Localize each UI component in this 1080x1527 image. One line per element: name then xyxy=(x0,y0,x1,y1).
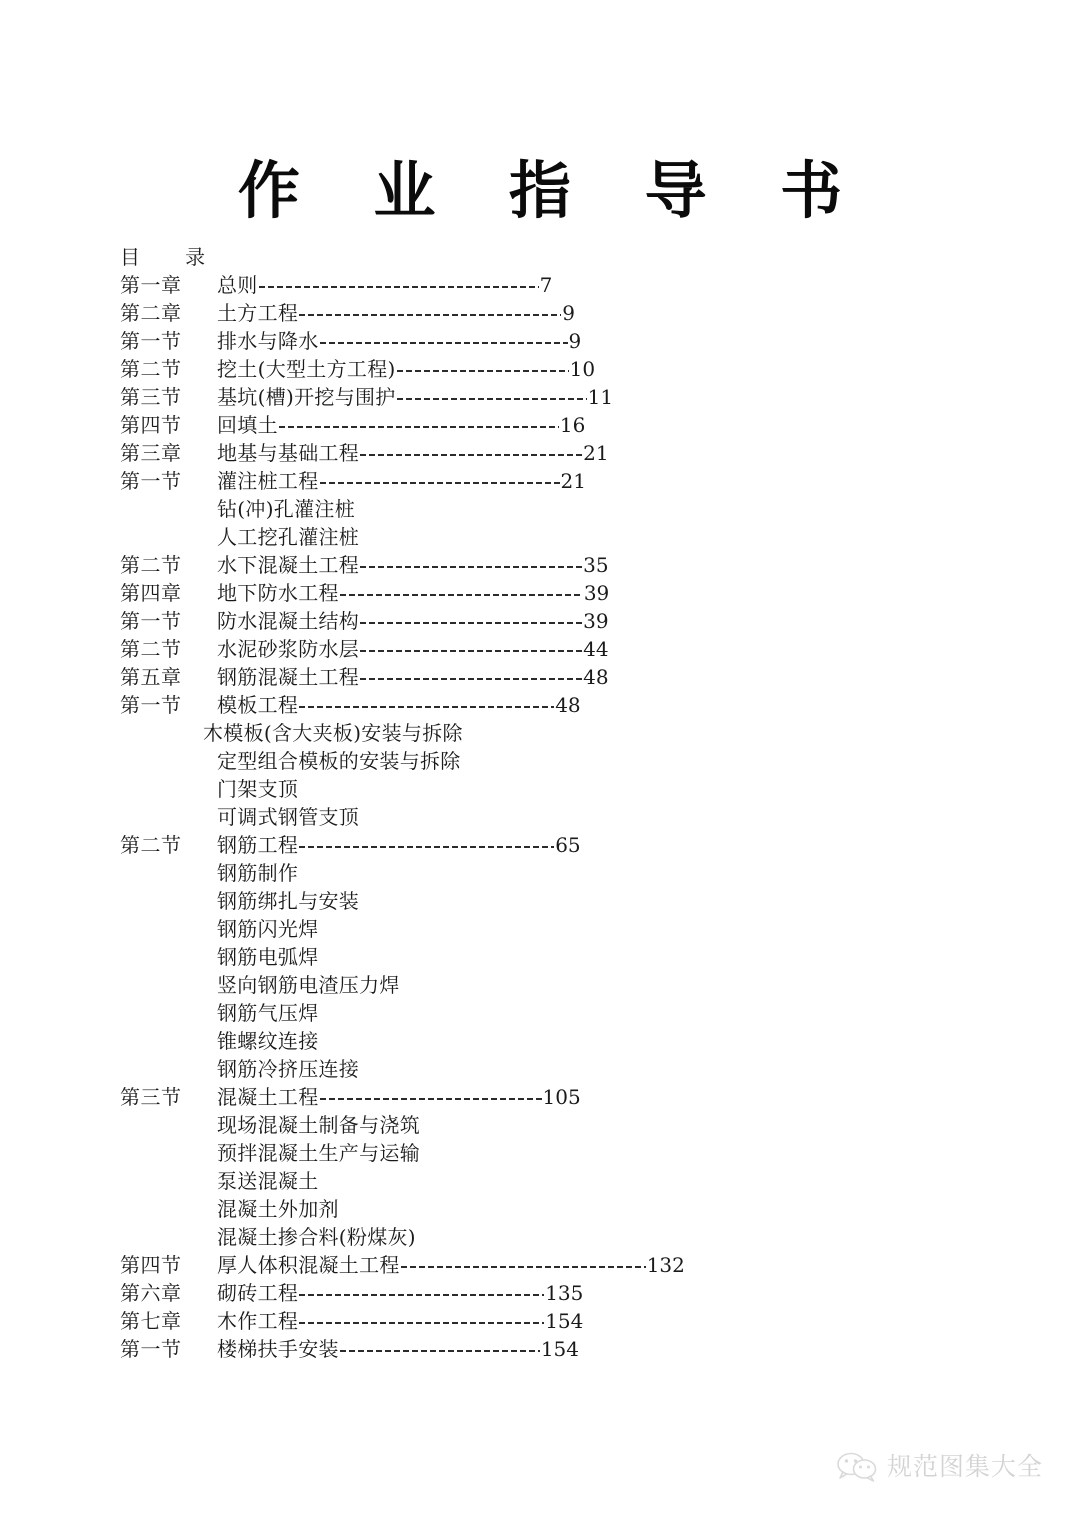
toc-entry-title: 竖向钢筋电渣压力焊 xyxy=(217,973,400,997)
toc-leader-dots xyxy=(360,664,582,684)
toc-entry[interactable] xyxy=(120,1335,960,1363)
toc-entry[interactable] xyxy=(120,719,960,747)
toc-entry[interactable] xyxy=(120,1307,960,1335)
toc-entry[interactable] xyxy=(120,1055,960,1083)
toc-entry-body xyxy=(217,467,586,495)
toc-entry-label: 第四章 xyxy=(120,581,182,605)
page-title: 作 业 指 导 书 xyxy=(237,154,869,227)
toc-entry-body xyxy=(217,1335,579,1363)
toc-entry-list xyxy=(120,271,960,1363)
toc-entry-page-number: 132 xyxy=(646,1253,685,1277)
toc-leader-dots xyxy=(360,636,582,656)
toc-entry[interactable] xyxy=(120,747,960,775)
toc-entry[interactable] xyxy=(120,1251,960,1279)
toc-entry-label: 第三章 xyxy=(120,441,182,465)
toc-entry[interactable] xyxy=(120,579,960,607)
toc-leader-dots xyxy=(320,468,560,488)
toc-entry[interactable] xyxy=(120,831,960,859)
toc-heading: 目 录 xyxy=(120,245,207,269)
toc-entry-label: 第一节 xyxy=(120,609,182,633)
toc-entry-body xyxy=(217,663,609,691)
toc-entry-body xyxy=(217,1139,420,1167)
toc-entry-title: 木作工程 xyxy=(217,1309,299,1333)
toc-entry[interactable] xyxy=(120,775,960,803)
toc-entry-title: 钢筋制作 xyxy=(217,861,299,885)
toc-entry-page-number: 21 xyxy=(583,441,609,465)
toc-leader-dots xyxy=(401,1252,646,1272)
toc-entry-title: 砌砖工程 xyxy=(217,1281,299,1305)
toc-entry-page-number: 21 xyxy=(560,469,586,493)
toc-entry-body xyxy=(217,327,581,355)
toc-entry-body xyxy=(217,887,359,915)
toc-leader-dots xyxy=(320,1084,542,1104)
toc-leader-dots xyxy=(340,1336,540,1356)
toc-entry[interactable] xyxy=(120,411,960,439)
toc-entry-body xyxy=(217,775,298,803)
toc-entry[interactable] xyxy=(120,1195,960,1223)
toc-leader-dots xyxy=(397,384,587,404)
toc-leader-dots xyxy=(299,832,554,852)
toc-entry-label: 第五章 xyxy=(120,665,182,689)
toc-entry-body xyxy=(217,1167,319,1195)
toc-entry-body xyxy=(217,299,575,327)
toc-entry-page-number: 9 xyxy=(562,301,575,325)
toc-entry-page-number: 9 xyxy=(568,329,582,353)
toc-leader-dots xyxy=(397,356,569,376)
toc-entry-body xyxy=(217,579,609,607)
toc-entry[interactable] xyxy=(120,943,960,971)
toc-entry-body xyxy=(217,1027,319,1055)
toc-entry-title: 混凝土掺合料(粉煤灰) xyxy=(217,1225,416,1249)
toc-entry-title: 水下混凝土工程 xyxy=(217,553,360,577)
toc-entry-title: 混凝土工程 xyxy=(217,1085,319,1109)
toc-entry-body xyxy=(217,607,609,635)
toc-entry-label: 第一节 xyxy=(120,693,182,717)
toc-entry-body xyxy=(217,411,585,439)
toc-entry-body xyxy=(217,831,581,859)
toc-entry-title: 锥螺纹连接 xyxy=(217,1029,319,1053)
toc-entry[interactable] xyxy=(120,439,960,467)
table-of-contents xyxy=(120,243,960,1363)
toc-entry-body xyxy=(217,271,552,299)
toc-leader-dots xyxy=(320,328,568,348)
toc-entry-page-number: 11 xyxy=(587,385,614,409)
toc-entry-body xyxy=(217,915,319,943)
toc-entry-body xyxy=(217,1111,420,1139)
toc-entry[interactable] xyxy=(120,467,960,495)
toc-entry-body xyxy=(217,999,319,1027)
toc-entry[interactable] xyxy=(120,1279,960,1307)
toc-entry[interactable] xyxy=(120,1223,960,1251)
toc-entry-body xyxy=(217,383,613,411)
toc-entry-page-number: 35 xyxy=(583,553,609,577)
toc-leader-dots xyxy=(340,580,583,600)
toc-leader-dots xyxy=(360,552,582,572)
toc-entry-title: 排水与降水 xyxy=(217,329,319,353)
toc-entry[interactable] xyxy=(120,1027,960,1055)
toc-entry-title: 泵送混凝土 xyxy=(217,1169,319,1193)
toc-entry[interactable] xyxy=(120,663,960,691)
toc-entry-page-number: 65 xyxy=(555,833,581,857)
toc-leader-dots xyxy=(299,1308,544,1328)
toc-entry-body xyxy=(217,803,359,831)
watermark-label: 规范图集大全 xyxy=(887,1452,1044,1481)
toc-entry-page-number: 10 xyxy=(569,357,596,381)
toc-entry-title: 钢筋冷挤压连接 xyxy=(217,1057,360,1081)
toc-entry[interactable] xyxy=(120,1111,960,1139)
toc-entry-title: 现场混凝土制备与浇筑 xyxy=(217,1113,420,1137)
toc-entry-body xyxy=(217,523,359,551)
toc-entry-title: 回填土 xyxy=(217,413,278,437)
toc-entry-body xyxy=(217,943,319,971)
toc-entry-label: 第二节 xyxy=(120,357,182,381)
toc-entry-title: 地基与基础工程 xyxy=(217,441,360,465)
toc-entry[interactable] xyxy=(120,971,960,999)
toc-entry-body xyxy=(217,355,595,383)
toc-entry-title: 钢筋混凝土工程 xyxy=(217,665,360,689)
toc-entry-label: 第一章 xyxy=(120,273,182,297)
toc-entry-title: 门架支顶 xyxy=(217,777,299,801)
toc-entry-page-number: 105 xyxy=(542,1085,581,1109)
toc-entry-title: 钢筋绑扎与安装 xyxy=(217,889,360,913)
toc-entry-title: 厚人体积混凝土工程 xyxy=(217,1253,400,1277)
toc-entry-label: 第二节 xyxy=(120,553,182,577)
toc-entry-title: 水泥砂浆防水层 xyxy=(217,637,360,661)
toc-leader-dots xyxy=(299,300,561,320)
toc-entry[interactable] xyxy=(120,495,960,523)
toc-entry-title: 混凝土外加剂 xyxy=(217,1197,339,1221)
toc-entry-title: 钢筋工程 xyxy=(217,833,299,857)
toc-entry-title: 灌注桩工程 xyxy=(217,469,319,493)
watermark xyxy=(836,1452,1043,1482)
toc-entry[interactable] xyxy=(120,607,960,635)
toc-entry-label: 第一节 xyxy=(120,469,182,493)
toc-entry-label: 第一节 xyxy=(120,329,182,353)
toc-entry-body xyxy=(217,495,355,523)
toc-entry-label: 第四节 xyxy=(120,1253,182,1277)
toc-entry[interactable] xyxy=(120,1083,960,1111)
toc-entry-title: 挖土(大型土方工程) xyxy=(217,357,396,381)
toc-entry-label: 第六章 xyxy=(120,1281,182,1305)
toc-entry[interactable] xyxy=(120,999,960,1027)
toc-entry-page-number: 39 xyxy=(583,581,610,605)
toc-entry-title: 钢筋气压焊 xyxy=(217,1001,319,1025)
toc-entry[interactable] xyxy=(120,1139,960,1167)
toc-entry-body xyxy=(217,1055,359,1083)
toc-entry-body xyxy=(217,1223,416,1251)
toc-entry[interactable] xyxy=(120,859,960,887)
toc-entry[interactable] xyxy=(120,299,960,327)
toc-entry[interactable] xyxy=(120,551,960,579)
toc-entry-page-number: 48 xyxy=(555,693,581,717)
toc-entry-page-number: 44 xyxy=(583,637,609,661)
toc-entry[interactable] xyxy=(120,803,960,831)
toc-entry-title: 总则 xyxy=(217,273,258,297)
toc-leader-dots xyxy=(279,412,559,432)
toc-entry[interactable] xyxy=(120,523,960,551)
toc-entry[interactable] xyxy=(120,383,960,411)
toc-entry-body xyxy=(217,691,581,719)
toc-leader-dots xyxy=(299,692,554,712)
toc-entry[interactable] xyxy=(120,327,960,355)
toc-entry-body xyxy=(203,719,463,747)
toc-leader-dots xyxy=(259,272,539,292)
toc-entry-body xyxy=(217,1083,581,1111)
toc-entry-body xyxy=(217,551,609,579)
toc-entry-title: 钻(冲)孔灌注桩 xyxy=(217,497,356,521)
toc-entry-title: 木模板(含大夹板)安装与拆除 xyxy=(203,721,463,745)
toc-entry[interactable] xyxy=(120,915,960,943)
toc-entry[interactable] xyxy=(120,635,960,663)
toc-entry-page-number: 16 xyxy=(559,413,586,437)
toc-entry-label: 第三节 xyxy=(120,385,182,409)
toc-entry-title: 可调式钢管支顶 xyxy=(217,805,360,829)
toc-entry-label: 第二章 xyxy=(120,301,182,325)
toc-entry-title: 人工挖孔灌注桩 xyxy=(217,525,360,549)
toc-entry-title: 钢筋电弧焊 xyxy=(217,945,319,969)
toc-entry-body xyxy=(217,439,609,467)
toc-entry[interactable] xyxy=(120,271,960,299)
toc-entry-title: 楼梯扶手安装 xyxy=(217,1337,339,1361)
toc-entry-title: 防水混凝土结构 xyxy=(217,609,360,633)
toc-entry[interactable] xyxy=(120,887,960,915)
toc-entry-page-number: 7 xyxy=(539,273,553,297)
toc-entry-label: 第七章 xyxy=(120,1309,182,1333)
toc-entry-page-number: 154 xyxy=(545,1309,584,1333)
toc-entry-body xyxy=(217,1279,583,1307)
toc-entry-body xyxy=(217,1307,583,1335)
toc-entry-title: 模板工程 xyxy=(217,693,299,717)
toc-entry-body xyxy=(217,635,609,663)
toc-entry-title: 土方工程 xyxy=(217,301,299,325)
wechat-icon xyxy=(836,1452,878,1482)
toc-entry[interactable] xyxy=(120,691,960,719)
toc-entry-body xyxy=(217,747,461,775)
toc-entry-label: 第三节 xyxy=(120,1085,182,1109)
toc-entry-body xyxy=(217,971,400,999)
toc-entry-label: 第一节 xyxy=(120,1337,182,1361)
toc-entry-page-number: 135 xyxy=(545,1281,584,1305)
toc-entry-title: 钢筋闪光焊 xyxy=(217,917,319,941)
toc-entry[interactable] xyxy=(120,355,960,383)
toc-entry-page-number: 48 xyxy=(583,665,609,689)
toc-entry-label: 第二节 xyxy=(120,637,182,661)
toc-entry-page-number: 154 xyxy=(540,1337,579,1361)
toc-leader-dots xyxy=(360,440,582,460)
toc-leader-dots xyxy=(360,608,582,628)
toc-entry-body xyxy=(217,859,298,887)
toc-entry-title: 预拌混凝土生产与运输 xyxy=(217,1141,420,1165)
toc-entry-label: 第四节 xyxy=(120,413,182,437)
toc-entry-label: 第二节 xyxy=(120,833,182,857)
toc-entry-body xyxy=(217,1251,685,1279)
toc-entry-title: 定型组合模板的安装与拆除 xyxy=(217,749,461,773)
toc-entry-title: 地下防水工程 xyxy=(217,581,339,605)
toc-entry[interactable] xyxy=(120,1167,960,1195)
toc-entry-page-number: 39 xyxy=(583,609,609,633)
toc-entry-title: 基坑(槽)开挖与围护 xyxy=(217,385,396,409)
toc-leader-dots xyxy=(299,1280,544,1300)
toc-entry-body xyxy=(217,1195,339,1223)
